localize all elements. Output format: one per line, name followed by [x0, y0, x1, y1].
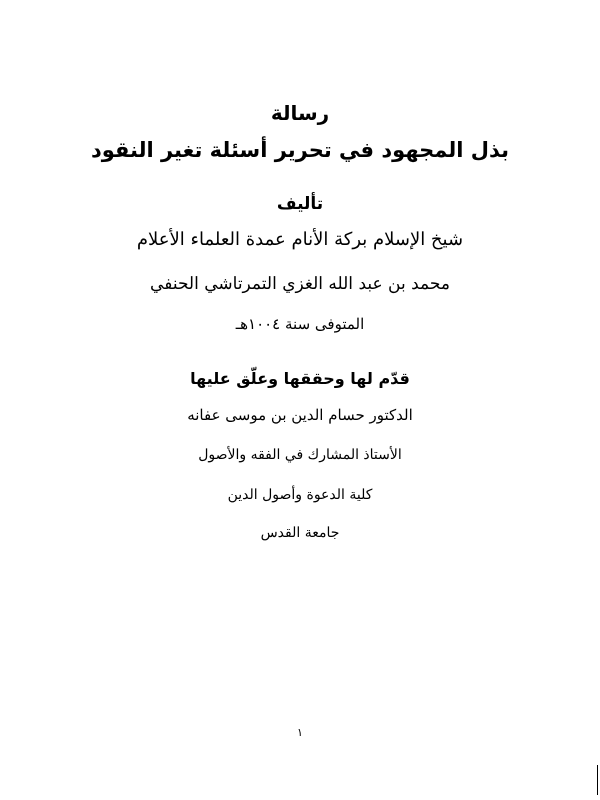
- author-death-date: المتوفى سنة ١٠٠٤هـ: [235, 315, 365, 333]
- editorial-intro-label: قدّم لها وحققها وعلّق عليها: [190, 369, 410, 388]
- editor-university: جامعة القدس: [260, 525, 340, 541]
- author-name: محمد بن عبد الله الغزي التمرتاشي الحنفي: [150, 274, 450, 294]
- book-title: بذل المجهود في تحرير أسئلة تغير النقود: [90, 138, 510, 162]
- editor-name: الدكتور حسام الدين بن موسى عفانه: [187, 406, 413, 424]
- author-honorifics: شيخ الإسلام بركة الأنام عمدة العلماء الأعلام: [136, 229, 464, 250]
- scan-edge-mark: [597, 765, 598, 795]
- authorship-label: تأليف: [276, 194, 324, 214]
- editor-title: الأستاذ المشارك في الفقه والأصول: [198, 447, 402, 463]
- page-number: ١: [297, 726, 303, 739]
- risala-heading: رسالة: [270, 101, 330, 125]
- editor-college: كلية الدعوة وأصول الدين: [227, 487, 373, 503]
